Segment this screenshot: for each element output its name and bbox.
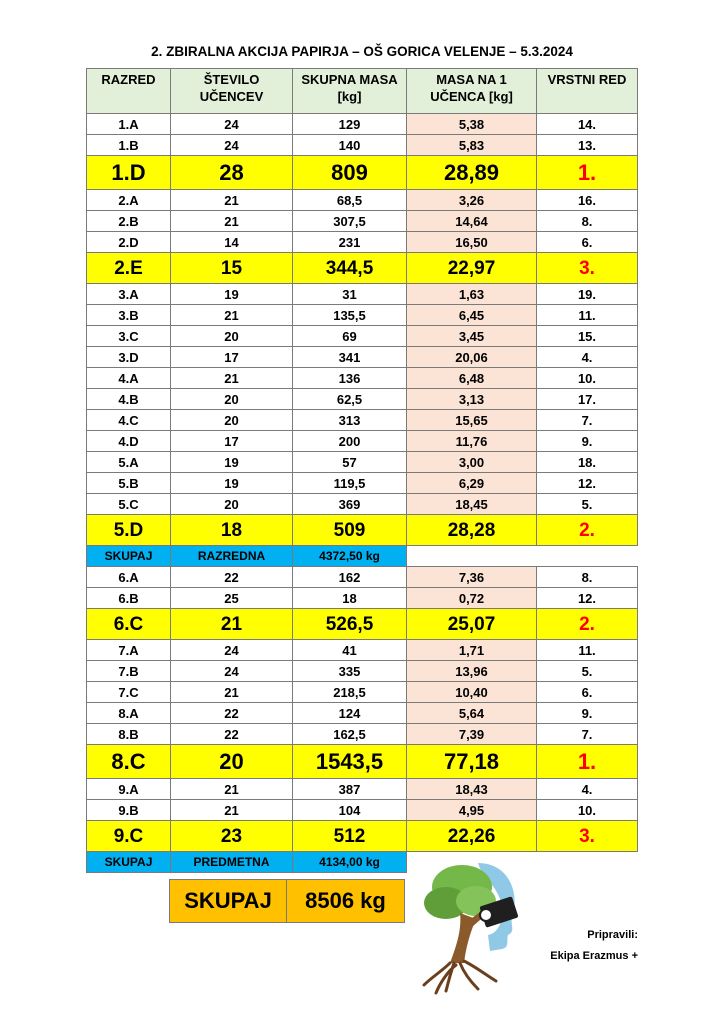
cell-masa: 344,5 [293, 253, 407, 284]
cell-razred: 4.C [87, 410, 171, 431]
header-stevilo: ŠTEVILO UČENCEV [171, 69, 293, 114]
tree-with-book-logo [420, 855, 530, 995]
cell-stevilo: 18 [171, 515, 293, 546]
cell-masa: 68,5 [293, 190, 407, 211]
cell-masa: 1543,5 [293, 745, 407, 779]
cell-razred: 7.C [87, 682, 171, 703]
cell-vrstni-red: 15. [537, 326, 638, 347]
cell-razred: 8.C [87, 745, 171, 779]
cell-vrstni-red: 1. [537, 156, 638, 190]
cell-masa: 335 [293, 661, 407, 682]
cell-masa-na-ucenca: 11,76 [407, 431, 537, 452]
table-row-highlight [87, 609, 638, 640]
header-row [87, 69, 638, 114]
table-row-highlight [87, 745, 638, 779]
cell-razred: 9.B [87, 800, 171, 821]
cell-masa: 200 [293, 431, 407, 452]
cell-masa: 218,5 [293, 682, 407, 703]
subtotal-label: SKUPAJ [87, 852, 171, 873]
cell-masa: 231 [293, 232, 407, 253]
cell-stevilo: 28 [171, 156, 293, 190]
table-row [87, 431, 638, 452]
cell-masa: 119,5 [293, 473, 407, 494]
cell-masa: 387 [293, 779, 407, 800]
cell-masa-na-ucenca: 18,45 [407, 494, 537, 515]
cell-stevilo: 21 [171, 305, 293, 326]
cell-masa-na-ucenca: 20,06 [407, 347, 537, 368]
cell-razred: 4.A [87, 368, 171, 389]
cell-stevilo: 20 [171, 745, 293, 779]
table-row-highlight [87, 821, 638, 852]
table-row [87, 640, 638, 661]
cell-razred: 1.A [87, 114, 171, 135]
cell-masa: 18 [293, 588, 407, 609]
credits [520, 925, 638, 967]
cell-stevilo: 21 [171, 211, 293, 232]
cell-masa-na-ucenca: 25,07 [407, 609, 537, 640]
cell-vrstni-red: 4. [537, 347, 638, 368]
cell-masa-na-ucenca: 0,72 [407, 588, 537, 609]
table-row [87, 661, 638, 682]
cell-masa: 124 [293, 703, 407, 724]
table-row [87, 389, 638, 410]
cell-vrstni-red: 12. [537, 588, 638, 609]
cell-masa: 162 [293, 567, 407, 588]
cell-stevilo: 20 [171, 410, 293, 431]
cell-razred: 3.D [87, 347, 171, 368]
cell-masa-na-ucenca: 18,43 [407, 779, 537, 800]
cell-razred: 2.D [87, 232, 171, 253]
cell-stevilo: 21 [171, 800, 293, 821]
cell-razred: 7.B [87, 661, 171, 682]
credits-line-1: Pripravili: [587, 929, 638, 941]
cell-masa: 140 [293, 135, 407, 156]
cell-stevilo: 15 [171, 253, 293, 284]
cell-vrstni-red: 11. [537, 305, 638, 326]
cell-masa-na-ucenca: 7,36 [407, 567, 537, 588]
cell-masa-na-ucenca: 14,64 [407, 211, 537, 232]
cell-vrstni-red: 5. [537, 661, 638, 682]
cell-masa-na-ucenca: 16,50 [407, 232, 537, 253]
cell-vrstni-red: 8. [537, 211, 638, 232]
cell-masa-na-ucenca: 77,18 [407, 745, 537, 779]
cell-masa-na-ucenca: 1,63 [407, 284, 537, 305]
credits-line-2: Ekipa Erazmus + [550, 950, 638, 962]
header-masa: SKUPNA MASA [kg] [293, 69, 407, 114]
cell-razred: 7.A [87, 640, 171, 661]
subtotal-group: PREDMETNA [171, 852, 293, 873]
table-row [87, 494, 638, 515]
cell-masa-na-ucenca: 22,26 [407, 821, 537, 852]
grand-total-label: SKUPAJ [170, 880, 287, 923]
cell-masa-na-ucenca: 5,64 [407, 703, 537, 724]
cell-masa: 162,5 [293, 724, 407, 745]
cell-masa-na-ucenca: 5,38 [407, 114, 537, 135]
cell-stevilo: 23 [171, 821, 293, 852]
cell-masa: 69 [293, 326, 407, 347]
table-row [87, 682, 638, 703]
cell-masa-na-ucenca: 4,95 [407, 800, 537, 821]
cell-masa: 135,5 [293, 305, 407, 326]
cell-stevilo: 21 [171, 190, 293, 211]
cell-razred: 3.B [87, 305, 171, 326]
table-row [87, 410, 638, 431]
cell-razred: 1.B [87, 135, 171, 156]
cell-razred: 2.B [87, 211, 171, 232]
cell-masa-na-ucenca: 1,71 [407, 640, 537, 661]
cell-masa-na-ucenca: 5,83 [407, 135, 537, 156]
cell-vrstni-red: 16. [537, 190, 638, 211]
table-row-highlight [87, 253, 638, 284]
cell-masa-na-ucenca: 3,13 [407, 389, 537, 410]
cell-stevilo: 21 [171, 368, 293, 389]
grand-total-value: 8506 kg [287, 880, 405, 923]
cell-stevilo: 24 [171, 135, 293, 156]
cell-vrstni-red: 9. [537, 703, 638, 724]
cell-masa-na-ucenca: 3,45 [407, 326, 537, 347]
cell-vrstni-red: 6. [537, 682, 638, 703]
cell-masa: 307,5 [293, 211, 407, 232]
table-row [87, 211, 638, 232]
cell-stevilo: 22 [171, 724, 293, 745]
cell-stevilo: 21 [171, 609, 293, 640]
cell-vrstni-red: 17. [537, 389, 638, 410]
cell-vrstni-red: 10. [537, 368, 638, 389]
cell-razred: 5.C [87, 494, 171, 515]
cell-masa: 57 [293, 452, 407, 473]
cell-masa: 512 [293, 821, 407, 852]
page-title: 2. ZBIRALNA AKCIJA PAPIRJA – OŠ GORICA VELENJE – 5.3.2024 [151, 44, 573, 59]
cell-masa: 313 [293, 410, 407, 431]
cell-vrstni-red: 14. [537, 114, 638, 135]
table-row [87, 567, 638, 588]
grand-total [169, 879, 405, 923]
table-row [87, 190, 638, 211]
results-table [86, 68, 638, 873]
cell-razred: 6.A [87, 567, 171, 588]
cell-vrstni-red: 10. [537, 800, 638, 821]
cell-razred: 4.D [87, 431, 171, 452]
cell-masa: 104 [293, 800, 407, 821]
cell-stevilo: 20 [171, 494, 293, 515]
cell-masa: 136 [293, 368, 407, 389]
table-row [87, 326, 638, 347]
table-row [87, 284, 638, 305]
subtotal-value: 4134,00 kg [293, 852, 407, 873]
subtotal-row [87, 546, 638, 567]
cell-stevilo: 17 [171, 431, 293, 452]
cell-vrstni-red: 18. [537, 452, 638, 473]
cell-masa-na-ucenca: 3,26 [407, 190, 537, 211]
subtotal-label: SKUPAJ [87, 546, 171, 567]
table-row [87, 724, 638, 745]
header-razred: RAZRED [87, 69, 171, 114]
cell-vrstni-red: 19. [537, 284, 638, 305]
cell-vrstni-red: 3. [537, 253, 638, 284]
cell-stevilo: 19 [171, 284, 293, 305]
cell-masa: 809 [293, 156, 407, 190]
cell-masa-na-ucenca: 22,97 [407, 253, 537, 284]
cell-razred: 1.D [87, 156, 171, 190]
cell-razred: 6.B [87, 588, 171, 609]
cell-vrstni-red: 1. [537, 745, 638, 779]
cell-masa-na-ucenca: 15,65 [407, 410, 537, 431]
cell-masa: 31 [293, 284, 407, 305]
table-row [87, 368, 638, 389]
cell-vrstni-red: 2. [537, 609, 638, 640]
cell-stevilo: 19 [171, 473, 293, 494]
cell-razred: 5.B [87, 473, 171, 494]
table-row [87, 703, 638, 724]
cell-masa-na-ucenca: 13,96 [407, 661, 537, 682]
cell-stevilo: 24 [171, 640, 293, 661]
cell-vrstni-red: 8. [537, 567, 638, 588]
table-row [87, 588, 638, 609]
cell-masa: 41 [293, 640, 407, 661]
table-row [87, 452, 638, 473]
cell-masa: 341 [293, 347, 407, 368]
cell-stevilo: 20 [171, 389, 293, 410]
cell-vrstni-red: 12. [537, 473, 638, 494]
table-row [87, 800, 638, 821]
cell-vrstni-red: 9. [537, 431, 638, 452]
cell-masa-na-ucenca: 3,00 [407, 452, 537, 473]
subtotal-row [87, 852, 638, 873]
cell-masa: 369 [293, 494, 407, 515]
cell-vrstni-red: 11. [537, 640, 638, 661]
header-vrstni-red: VRSTNI RED [537, 69, 638, 114]
cell-razred: 9.C [87, 821, 171, 852]
cell-razred: 3.A [87, 284, 171, 305]
cell-razred: 9.A [87, 779, 171, 800]
cell-stevilo: 22 [171, 567, 293, 588]
cell-razred: 8.A [87, 703, 171, 724]
cell-vrstni-red: 3. [537, 821, 638, 852]
cell-stevilo: 21 [171, 779, 293, 800]
cell-razred: 5.A [87, 452, 171, 473]
table-row-highlight [87, 156, 638, 190]
cell-vrstni-red: 6. [537, 232, 638, 253]
subtotal-group: RAZREDNA [171, 546, 293, 567]
cell-masa: 509 [293, 515, 407, 546]
cell-stevilo: 22 [171, 703, 293, 724]
cell-masa-na-ucenca: 6,48 [407, 368, 537, 389]
table-row [87, 779, 638, 800]
cell-vrstni-red: 5. [537, 494, 638, 515]
table-row-highlight [87, 515, 638, 546]
cell-razred: 5.D [87, 515, 171, 546]
cell-razred: 6.C [87, 609, 171, 640]
cell-stevilo: 25 [171, 588, 293, 609]
subtotal-spacer [407, 546, 638, 567]
cell-razred: 2.E [87, 253, 171, 284]
cell-masa-na-ucenca: 6,29 [407, 473, 537, 494]
subtotal-value: 4372,50 kg [293, 546, 407, 567]
cell-razred: 8.B [87, 724, 171, 745]
cell-masa-na-ucenca: 10,40 [407, 682, 537, 703]
table-row [87, 347, 638, 368]
cell-stevilo: 24 [171, 114, 293, 135]
cell-stevilo: 14 [171, 232, 293, 253]
cell-masa: 129 [293, 114, 407, 135]
cell-vrstni-red: 4. [537, 779, 638, 800]
cell-masa-na-ucenca: 7,39 [407, 724, 537, 745]
cell-razred: 3.C [87, 326, 171, 347]
cell-razred: 2.A [87, 190, 171, 211]
table-row [87, 473, 638, 494]
cell-stevilo: 24 [171, 661, 293, 682]
cell-razred: 4.B [87, 389, 171, 410]
cell-vrstni-red: 7. [537, 724, 638, 745]
cell-stevilo: 17 [171, 347, 293, 368]
cell-masa-na-ucenca: 6,45 [407, 305, 537, 326]
cell-masa-na-ucenca: 28,89 [407, 156, 537, 190]
cell-masa-na-ucenca: 28,28 [407, 515, 537, 546]
header-masa-na-ucenca: MASA NA 1 UČENCA [kg] [407, 69, 537, 114]
table-row [87, 135, 638, 156]
table-row [87, 305, 638, 326]
cell-stevilo: 20 [171, 326, 293, 347]
table-row [87, 232, 638, 253]
cell-masa: 526,5 [293, 609, 407, 640]
table-row [87, 114, 638, 135]
cell-masa: 62,5 [293, 389, 407, 410]
cell-vrstni-red: 2. [537, 515, 638, 546]
cell-vrstni-red: 7. [537, 410, 638, 431]
cell-stevilo: 21 [171, 682, 293, 703]
cell-stevilo: 19 [171, 452, 293, 473]
cell-vrstni-red: 13. [537, 135, 638, 156]
